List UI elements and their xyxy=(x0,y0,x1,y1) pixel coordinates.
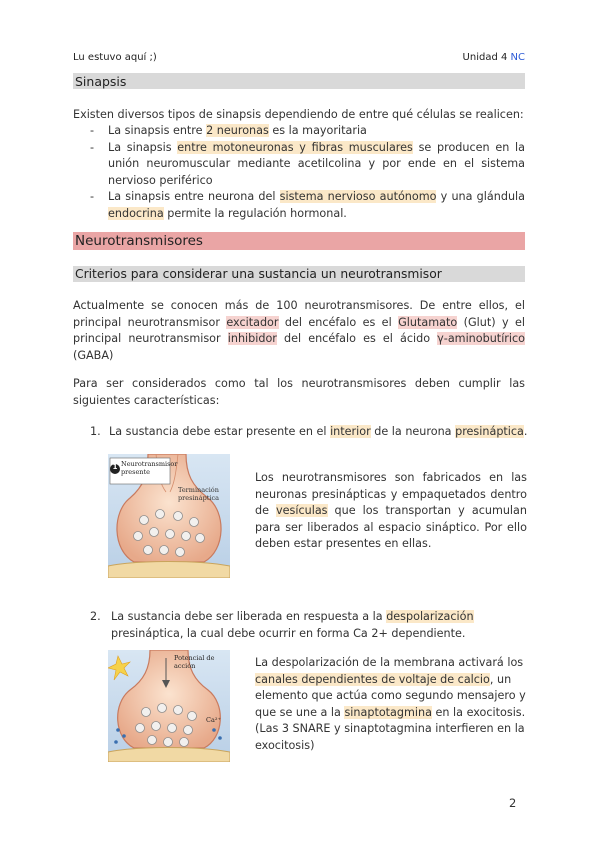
figure-1-badge: 1 xyxy=(112,463,118,471)
figure-2-label-action-potential: Potencial de acción xyxy=(174,654,215,670)
list-item: - La sinapsis entre motoneuronas y fibras musculares se producen en la unión neuromuscular mediante acetilcolina y por ende en el sistema nervioso periférico xyxy=(90,140,525,190)
header-unit: Unidad 4 xyxy=(462,52,511,63)
criterion-1-number: 1. xyxy=(90,425,101,438)
criterion-1-text: La sustancia debe estar presente en el interior de la neurona presináptica. xyxy=(109,425,528,438)
page-number: 2 xyxy=(509,796,517,810)
subsection-title-criterios: Criterios para considerar una sustancia un neurotransmisor xyxy=(75,267,442,281)
section-bar-neurotransmisores xyxy=(73,232,525,250)
neuro-paragraph-1: Actualmente se conocen más de 100 neurotransmisores. De entre ellos, el principal neurotransmisor excitador del encéfalo es el Glutamato (Glut) y el principal neurotransmisor inhibidor del encéfalo es el ácido γ-aminobutírico (GABA) xyxy=(73,299,526,362)
list-item: - La sinapsis entre 2 neuronas es la mayoritaria xyxy=(90,123,525,140)
header-accent: NC xyxy=(510,52,525,63)
criterion-2-text: La sustancia debe ser liberada en respuesta a la despolarización presináptica, la cual debe ocurrir en forma Ca 2+ dependiente. xyxy=(111,610,474,640)
header-left: Lu estuvo aquí ;) xyxy=(73,52,157,63)
neuro-paragraph-2: Para ser considerados como tal los neurotransmisores deben cumplir las siguientes características: xyxy=(73,377,525,407)
figure-1-label-neurotransmitter: Neurotransmisor presente xyxy=(121,460,178,476)
header-right xyxy=(463,52,525,63)
list-item: - La sinapsis entre neurona del sistema nervioso autónomo y una glándula endocrina permite la regulación hormonal. xyxy=(90,189,525,222)
figure-1-label-terminal: Terminación presináptica xyxy=(178,486,219,502)
section-title-sinapsis: Sinapsis xyxy=(75,74,127,89)
subsection-bar-criterios xyxy=(73,266,525,282)
figure-action-potential xyxy=(108,650,230,762)
section-bar-sinapsis xyxy=(73,73,525,89)
sinapsis-list xyxy=(90,123,525,222)
criterion-2-number: 2. xyxy=(90,610,101,623)
section-title-neurotransmisores: Neurotransmisores xyxy=(75,233,203,249)
figure-2-label-calcium: Ca²⁺ xyxy=(206,716,221,724)
criterion-2-description: La despolarización de la membrana activará los canales dependientes de voltaje de calcio, un elemento que actúa como segundo mensajero y que se une a la sinaptotagmina en la exocitosis. (Las 3 SNARE y sinaptotagmina interfieren en la exocitosis) xyxy=(255,656,526,752)
criterion-1-description: Los neurotransmisores son fabricados en las neuronas presinápticas y empaquetados dentro de vesículas que los transportan y acumulan para ser liberados al espacio sináptico. Por ello deben estar presentes en ellas. xyxy=(255,471,527,550)
sinapsis-intro: Existen diversos tipos de sinapsis dependiendo de entre qué células se realicen: xyxy=(73,108,524,121)
figure-presynaptic-terminal xyxy=(108,454,230,578)
